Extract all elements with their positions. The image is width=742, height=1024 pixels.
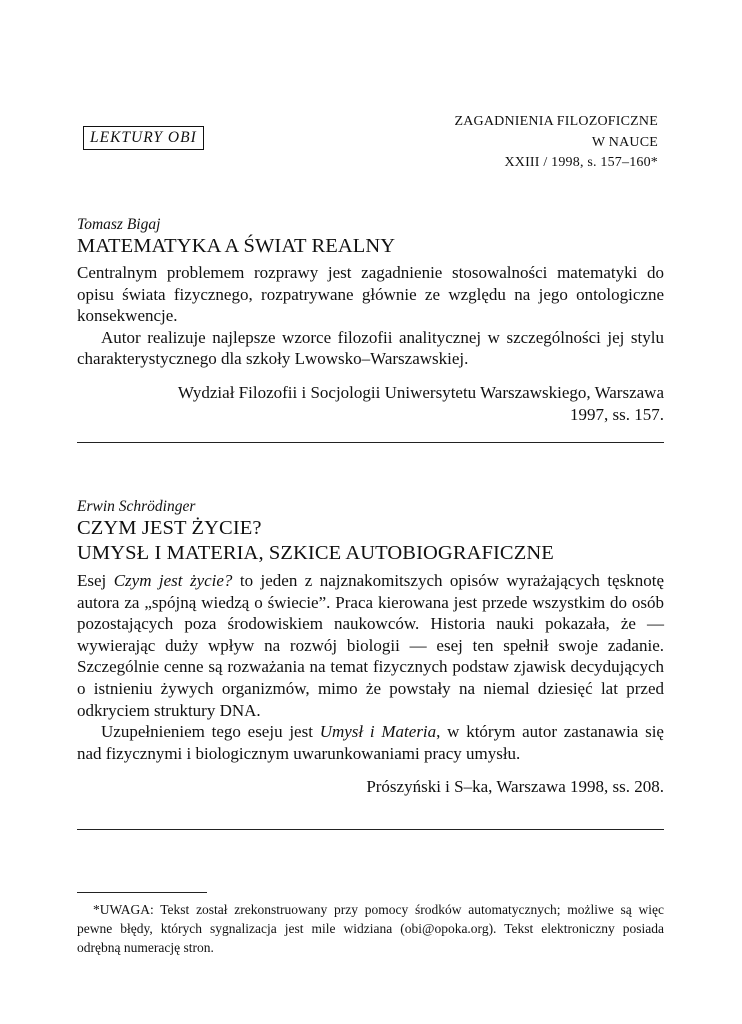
review-author: Tomasz Bigaj (77, 216, 161, 233)
review-author: Erwin Schrödinger (77, 498, 196, 515)
journal-subtitle: W NAUCE (591, 134, 658, 150)
paragraph-text: to jeden z najznakomitszych opisów wyrażających tęsknotę autora za „spójną wiedzą o świecie”. Praca kierowana jest przede wszystkim do osób pozostających poza środowiskiem naukowców. Historia nauki pokazała, że — wywierając duży wpływ na rozwój biologii — esej ten spełnił swoje zadanie. Szczególnie cenne są rozważania na temat fizycznych podstaw zjawisk decydujących o istnieniu żywych organizmów, mimo że powstały na niemal dziesięć lat przed odkryciem struktury DNA. (77, 571, 664, 720)
review-paragraph (77, 721, 664, 764)
paragraph-text: , w którym autor zastanawia się nad fizycznymi i biologicznym uwarunkowaniami pracy umysłu. (77, 722, 664, 763)
section-divider (77, 829, 664, 830)
paragraph-text: Uzupełnieniem tego eseju jest (101, 722, 320, 742)
review-title: CZYM JEST ŻYCIE? (77, 517, 262, 539)
paragraph-text: Esej (77, 571, 114, 590)
section-divider (77, 442, 664, 443)
review-title: MATEMATYKA A ŚWIAT REALNY (77, 235, 396, 257)
review-paragraph (77, 570, 664, 721)
publication-info: Prószyński i S–ka, Warszawa 1998, ss. 208. (366, 777, 664, 797)
journal-header (454, 112, 658, 174)
book-title: Czym jest życie? (113, 571, 233, 590)
section-label: LEKTURY OBI (83, 126, 204, 150)
review-paragraph: Autor realizuje najlepsze wzorce filozofii analitycznej w szczególności jej stylu charakterystycznego dla szkoły Lwowsko–Warszawskiej. (77, 327, 664, 369)
publication-info: 1997, ss. 157. (570, 404, 664, 424)
footnote-text: *UWAGA: Tekst został zrekonstruowany przy pomocy środków automatycznych; możliwe są więc pewne błędy, których sygnalizacja jest mile widziana (obi@opoka.org). Tekst elektroniczny posiada odrębną numerację stron. (77, 902, 664, 955)
journal-name: ZAGADNIENIA FILOZOFICZNE (454, 114, 658, 129)
publication-info: Wydział Filozofii i Socjologii Uniwersytetu Warszawskiego, Warszawa (177, 382, 664, 402)
footnote-rule (77, 892, 207, 893)
footnote (77, 900, 664, 957)
review-title: UMYSŁ I MATERIA, SZKICE AUTOBIOGRAFICZNE (77, 542, 554, 564)
book-title: Umysł i Materia (319, 722, 437, 742)
journal-volume: XXIII / 1998, s. 157–160* (504, 155, 658, 170)
review-schrodinger (77, 498, 664, 798)
review-paragraph: Centralnym problemem rozprawy jest zagadnienie stosowalności matematyki do opisu świata fizycznego, rozpatrywane głównie ze względu na jego ontologiczne konsekwencje. (77, 263, 664, 326)
review-bigaj (77, 216, 664, 425)
